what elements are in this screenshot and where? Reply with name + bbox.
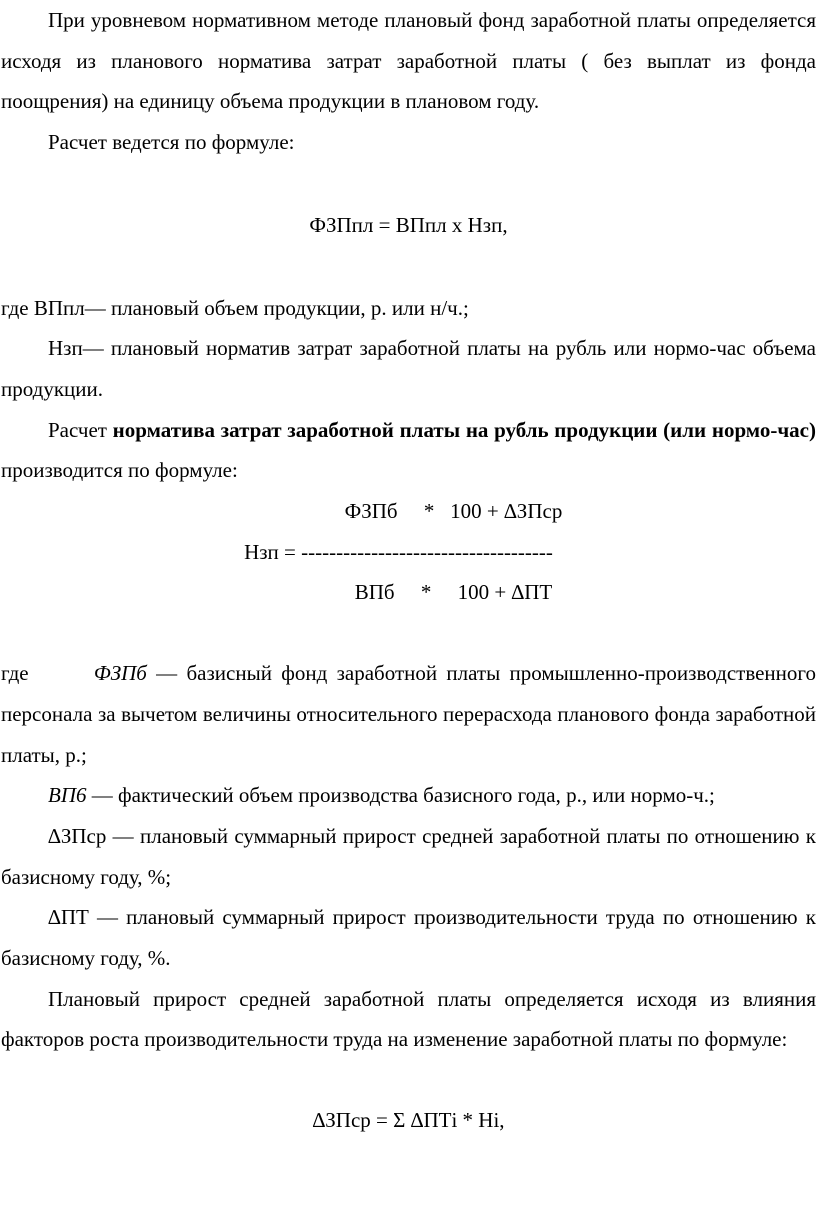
norm-paragraph-end: производится по формуле: xyxy=(1,458,238,483)
spacer xyxy=(1,613,816,653)
definition-vpb-term: ВП6 xyxy=(48,783,87,808)
intro-paragraph: При уровневом нормативном методе плановый фонд заработной платы определяется исходя из планового норматива затрат заработной платы ( без выплат из фонда поощрения) на единицу объема продукции в плановом году. xyxy=(1,8,816,114)
definition-vpb-text: — фактический объем производства базисного года, р., или нормо-ч.; xyxy=(86,783,715,808)
formula-intro: Расчет ведется по формуле: xyxy=(48,130,295,155)
formula-nzp-fraction xyxy=(1,491,816,613)
formula-dzpsr: ∆ЗПср = Σ ∆ПТi * Нi, xyxy=(312,1108,505,1133)
definition-nzp: Нзп— плановый норматив затрат заработной платы на рубль или нормо-час объема продукции. xyxy=(1,336,816,401)
growth-paragraph: Плановый прирост средней заработной платы определяется исходя из влияния факторов роста производительности труда на изменение заработной платы по формуле: xyxy=(1,986,816,1052)
definition-fzpb xyxy=(1,653,816,775)
definition-vppl: где ВПпл— плановый объем продукции, р. или н/ч.; xyxy=(1,295,469,320)
norm-paragraph xyxy=(1,410,816,491)
definition-vpb xyxy=(1,775,816,816)
norm-paragraph-bold: норматива затрат заработной платы на рубль продукции (или нормо-час) xyxy=(112,417,816,442)
definition-dzpsr: ∆ЗПср — плановый суммарный прирост средней заработной платы по отношению к базисному году, %; xyxy=(1,823,816,889)
fraction-line: Нзп = ------------------------------------ xyxy=(244,539,553,564)
formula-fzp: ФЗПпл = ВПпл х Нзп, xyxy=(309,212,508,237)
definition-dpt: ∆ПТ — плановый суммарный прирост производительности труда по отношению к базисному году, %. xyxy=(1,905,816,971)
definition-fzpb-where: где xyxy=(1,661,29,686)
fraction-numerator: ФЗПб * 100 + ∆ЗПср xyxy=(344,499,563,524)
norm-paragraph-start: Расчет xyxy=(48,417,113,442)
fraction-denominator: ВПб * 100 + ∆ПТ xyxy=(354,580,553,605)
definition-fzpb-term: ФЗПб xyxy=(93,661,147,686)
definition-fzpb-text: — базисный фонд заработной платы промышленно-производственного персонала за вычетом величины относительного перерасхода планового фонда заработной платы, р.; xyxy=(1,661,816,767)
